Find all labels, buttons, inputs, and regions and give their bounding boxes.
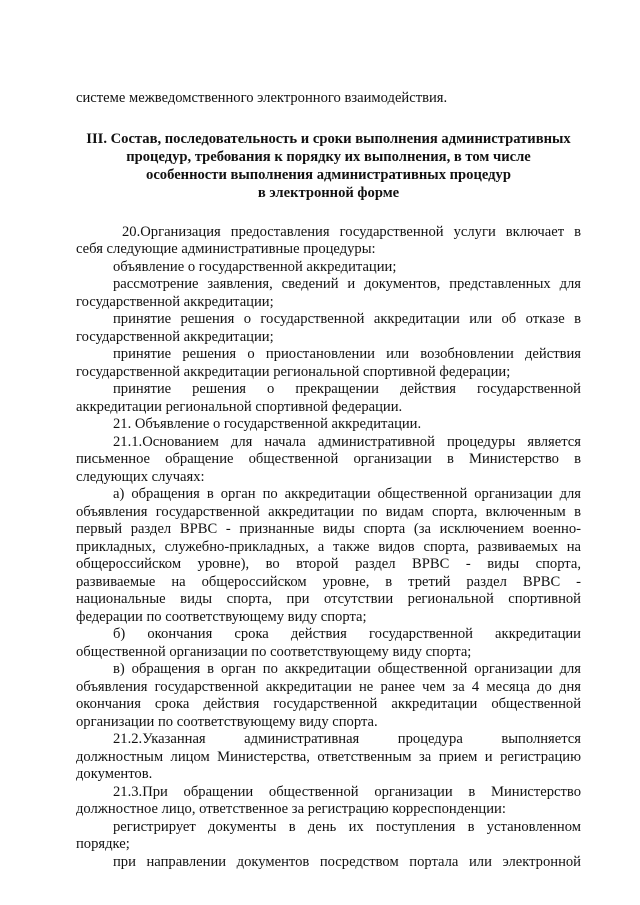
heading-line: в электронной форме [257,184,400,201]
text-line: б) окончания срока действия государственной аккредитации [113,626,581,642]
paragraph [76,381,581,416]
paragraph [76,784,581,819]
text-line: принятие решения о прекращении действия государственной [113,381,581,397]
heading-line: процедур, требования к порядку их выполнения, в том числе [126,148,531,165]
text-line: федерации по соответствующему виду спорта; [76,608,367,625]
paragraph [76,731,581,784]
text-line: в) обращения в орган по аккредитации общественной организации для [113,661,581,677]
text-line: прикладных, служебно-прикладных, а также видов спорта, развиваемых на [76,538,581,555]
text-line: объявление о государственной аккредитации; [113,258,397,275]
paragraph [76,819,581,854]
paragraph [76,434,581,487]
text-line: принятие решения о приостановлении или возобновлении действия [113,346,581,362]
text-line: общественной организации по соответствующему виду спорта; [76,643,472,660]
intro-tail-line: системе межведомственного электронного взаимодействия. [76,90,448,106]
text-line: общероссийском уровне), во второй раздел ВРВС - виды спорта, [76,556,581,572]
heading-line: III. Состав, последовательность и сроки выполнения административных [86,130,571,147]
paragraph [76,346,581,381]
section-heading [76,130,581,202]
text-line: первый раздел ВРВС - признанные виды спорта (за исключением военно- [76,521,581,537]
text-line: организации по соответствующему виду спорта. [76,713,378,730]
body-text [76,224,581,872]
text-line: себя следующие административные процедуры: [76,241,376,257]
text-line: должностным лицом Министерства, ответственным за прием и регистрацию [76,748,581,765]
paragraph [76,276,581,311]
paragraph [76,626,581,661]
text-line: рассмотрение заявления, сведений и документов, представленных для [113,276,581,292]
text-line: регистрирует документы в день их поступления в установленном [113,818,581,835]
text-line: государственной аккредитации; [76,328,274,345]
document-page [76,90,581,871]
text-line: развиваемые на общероссийском уровне, в третий раздел ВРВС - [76,573,581,590]
text-line: 21.3.При обращении общественной организации в Министерство [113,783,581,800]
text-line: письменное обращение общественной организации в Министерство в [76,451,581,467]
text-line: документов. [76,766,153,782]
text-line: порядке; [76,836,130,852]
text-line: а) обращения в орган по аккредитации общественной организации для [113,486,581,502]
text-line: аккредитации региональной спортивной федерации. [76,398,403,415]
paragraph [76,854,581,872]
paragraph [76,416,581,434]
paragraph [76,224,581,259]
text-line: при направлении документов посредством портала или электронной [113,853,581,870]
paragraph [76,661,581,731]
text-line: государственной аккредитации региональной спортивной федерации; [76,363,511,380]
text-line: государственной аккредитации; [76,293,274,310]
text-line: 21.1.Основанием для начала административной процедуры является [113,433,581,450]
text-line: принятие решения о государственной аккредитации или об отказе в [113,311,581,327]
text-line: должностное лицо, ответственное за регистрацию корреспонденции: [76,801,506,817]
text-line: 21. Объявление о государственной аккредитации. [113,416,422,432]
text-line: объявления государственной аккредитации по видам спорта, включенным в [76,503,581,520]
text-line: окончания срока действия государственной аккредитации общественной [76,696,581,712]
heading-line: особенности выполнения административных процедур [146,166,511,183]
text-line: 21.2.Указанная административная процедура выполняется [113,731,581,747]
text-line: объявления государственной аккредитации не ранее чем за 4 месяца до дня [76,678,581,695]
text-line: следующих случаях: [76,468,205,485]
text-line: 20.Организация предоставления государственной услуги включает в [122,223,581,240]
text-line: национальные виды спорта, при отсутствии региональной спортивной [76,591,581,607]
paragraph [76,311,581,346]
paragraph [76,259,581,277]
paragraph [76,486,581,626]
